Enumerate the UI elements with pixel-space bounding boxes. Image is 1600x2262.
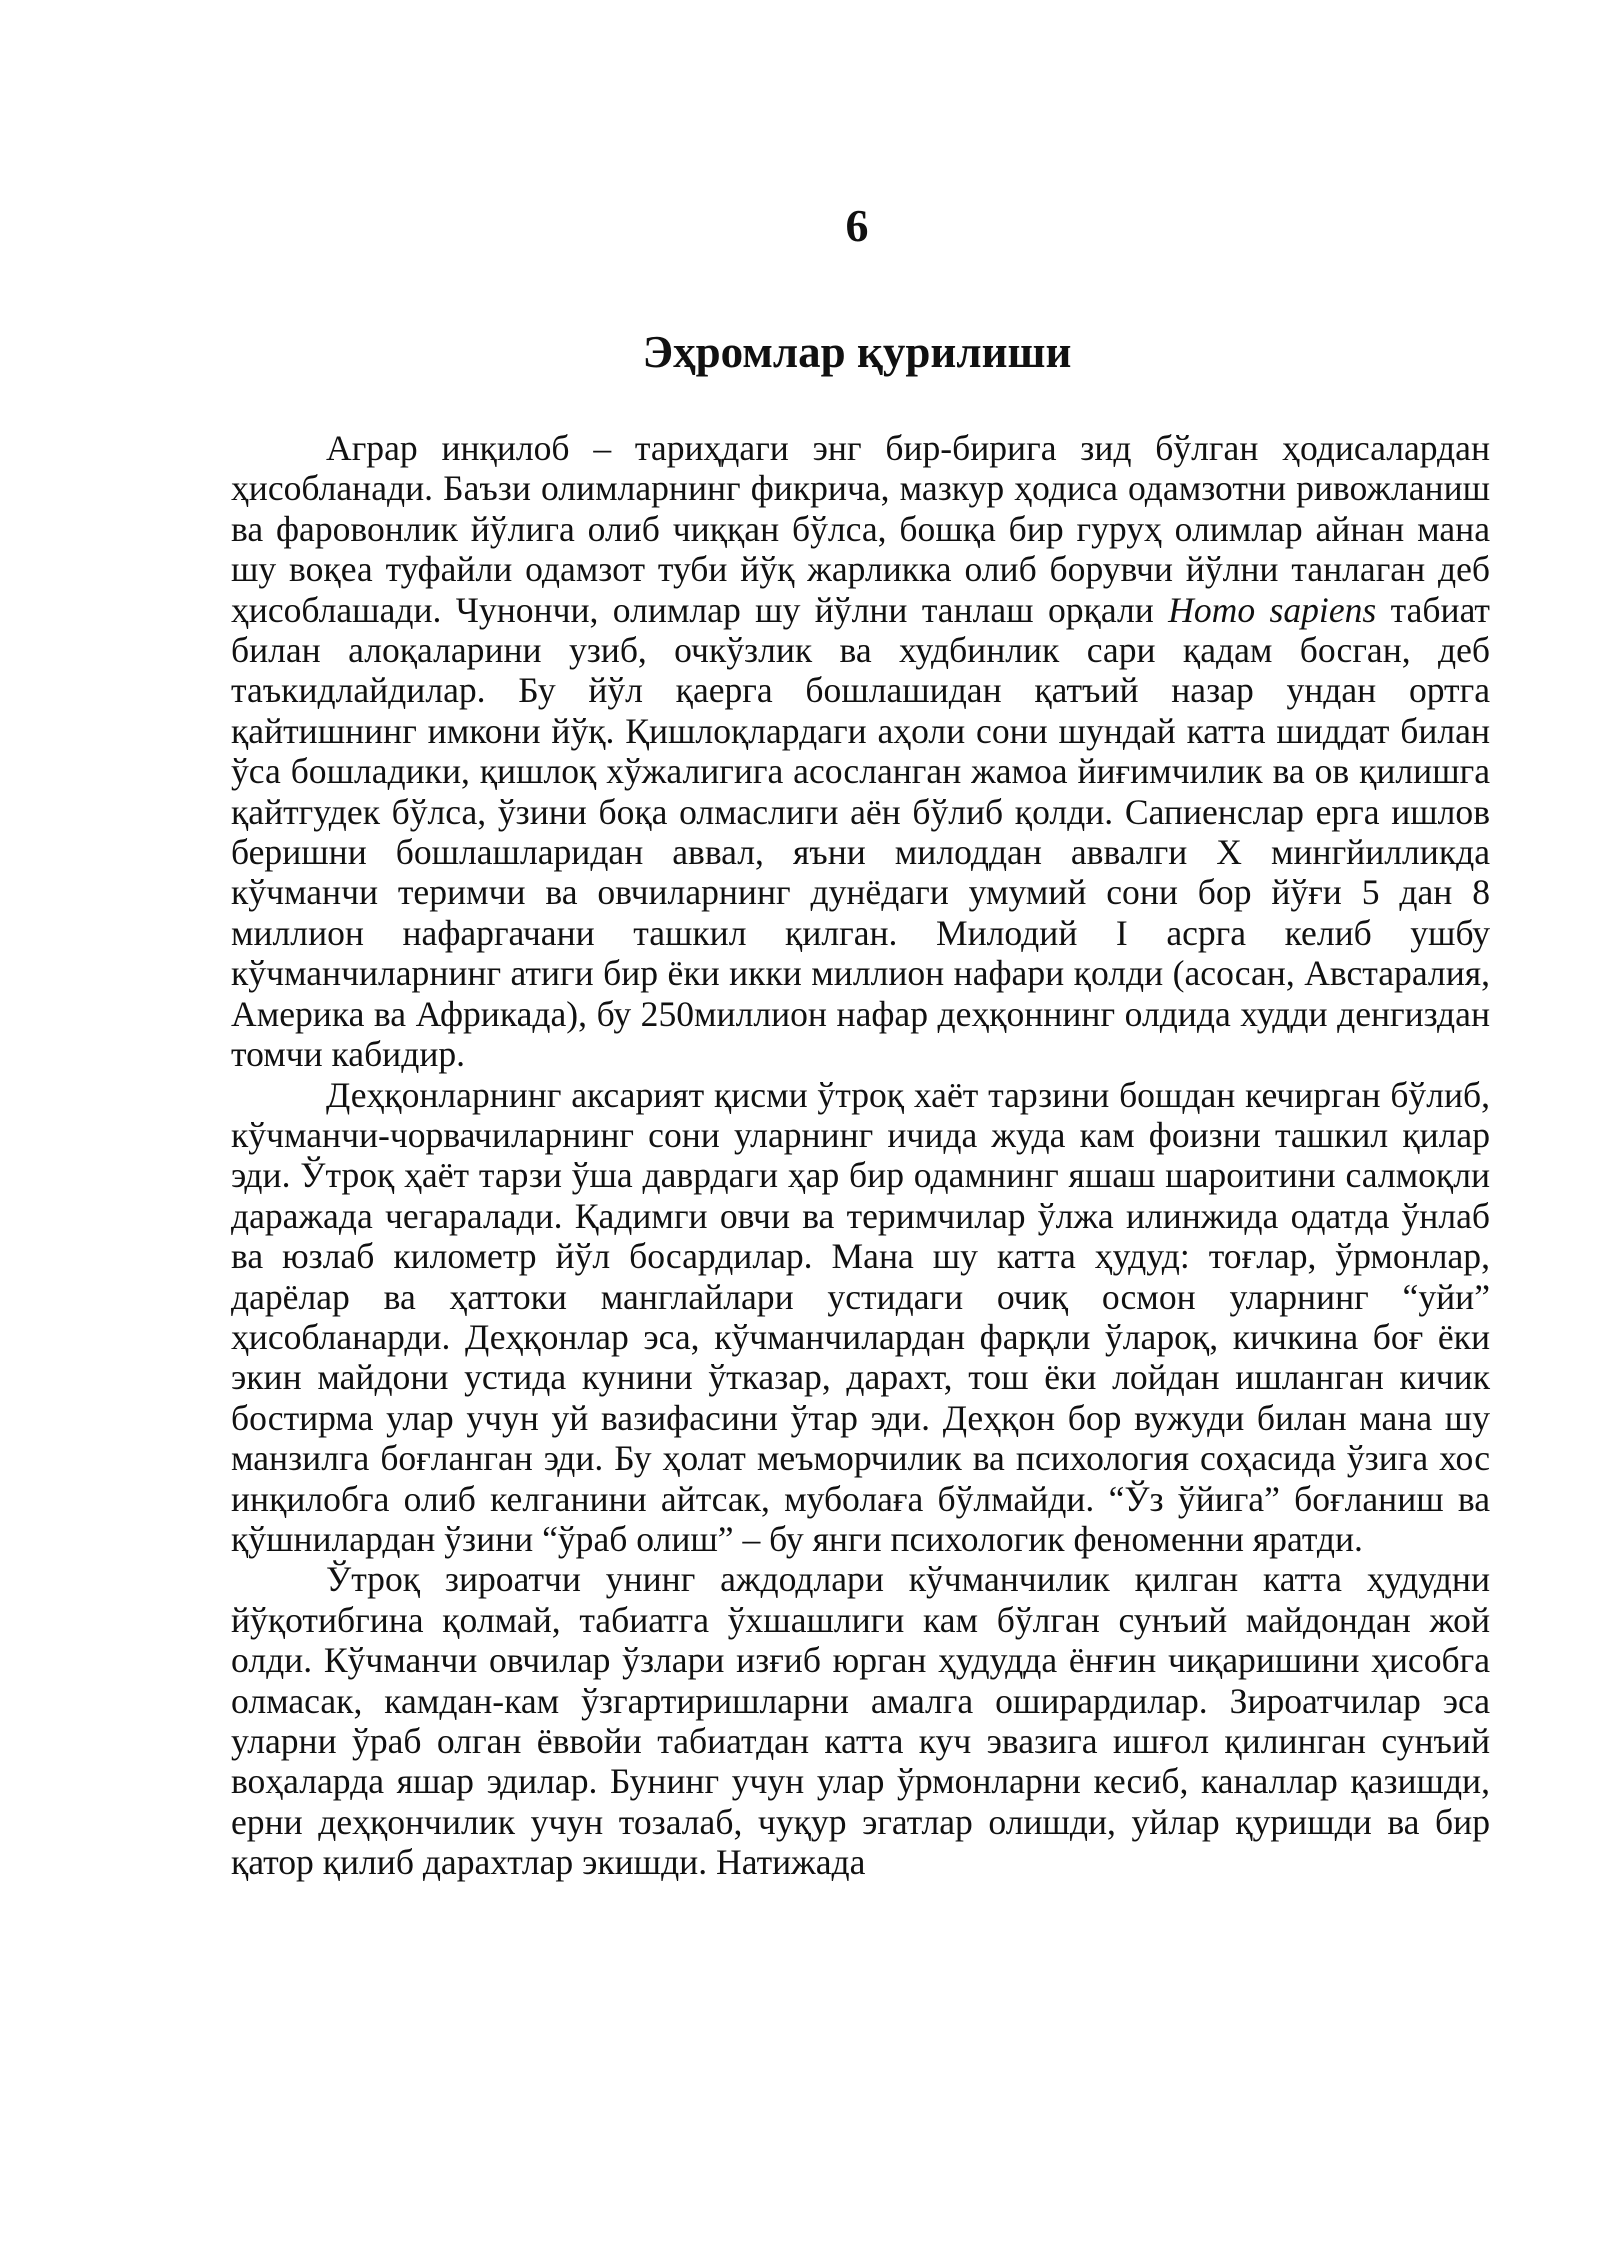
paragraph-1-part-1: Аграр инқилоб – тариҳдаги энг бир-бирига зид бўлган ҳодисалардан ҳисобланади. Баъзи олимларнинг фикрича, мазкур ҳодиса одамзотни ривожланиш ва фаровонлик йўлига олиб чиққан бўлса, бошқа бир гуруҳ олимлар айнан мана шу воқеа туфайли одамзот туби йўқ жарликка олиб борувчи йўлни танлаган деб ҳисоблашади. Чунончи, олимлар шу йўлни танлаш орқали bbox=[231, 428, 1490, 630]
chapter-title: Эҳромлар қурилиши bbox=[642, 327, 1072, 377]
paragraph-3: Ўтроқ зироатчи унинг аждодлари кўчманчилик қилган катта ҳудудни йўқотибгина қолмай, табиатга ўхшашлиги кам бўлган сунъий майдондан жой олди. Кўчманчи овчилар ўзлари изғиб юрган ҳудудда ёнғин чиқаришини ҳисобга олмасак, камдан-кам ўзгартиришларни амалга оширардилар. Зироатчилар эса уларни ўраб олган ёввойи табиатдан катта куч эвазига ишғол қилинган сунъий воҳаларда яшар эдилар. Бунинг учун улар ўрмонларни кесиб, каналлар қазишди, ерни деҳқончилик учун тозалаб, чуқур эгатлар олишди, уйлар қуришди ва бир қатор қилиб дарахтлар экишди. Натижада bbox=[231, 1559, 1490, 1883]
body-text bbox=[231, 428, 1490, 1883]
paragraph-1-italic-term: Homo sapiens bbox=[1168, 589, 1377, 630]
chapter-number: 6 bbox=[845, 200, 869, 251]
paragraph-1-part-2: табиат билан алоқаларини узиб, очкўзлик ва худбинлик сари қадам босган, деб таъкидлайдилар. Бу йўл қаерга бошлашидан қатъий назар ундан ортга қайтишнинг имкони йўқ. Қишлоқлардаги аҳоли сони шундай катта шиддат билан ўса бошладики, қишлоқ хўжалигига асосланган жамоа йиғимчилик ва ов қилишга қайтгудек бўлса, ўзини боқа олмаслиги аён бўлиб қолди. Сапиенслар ерга ишлов беришни бошлашларидан аввал, яъни милоддан аввалги X мингйилликда кўчманчи теримчи ва овчиларнинг дунёдаги умумий сони бор йўғи 5 дан 8 миллион нафаргачани ташкил қилган. Милодий I асрга келиб ушбу кўчманчиларнинг атиги бир ёки икки миллион нафари қолди (асосан, Австаралия, Америка ва Африкада), бу 250миллион нафар деҳқоннинг олдида худди денгиздан томчи кабидир. bbox=[231, 589, 1490, 1075]
paragraph-2: Деҳқонларнинг аксарият қисми ўтроқ хаёт тарзини бошдан кечирган бўлиб, кўчманчи-чорвачиларнинг сони уларнинг ичида жуда кам фоизни ташкил қилар эди. Ўтроқ ҳаёт тарзи ўша даврдаги ҳар бир одамнинг яшаш шароитини салмоқли даражада чегаралади. Қадимги овчи ва теримчилар ўлжа илинжида одатда ўнлаб ва юзлаб километр йўл босардилар. Мана шу катта ҳудуд: тоғлар, ўрмонлар, дарёлар ва ҳаттоки манглайлари устидаги очиқ осмон уларнинг “уйи” ҳисобланарди. Деҳқонлар эса, кўчманчилардан фарқли ўлароқ, кичкина боғ ёки экин майдони устида кунини ўтказар, дарахт, тош ёки лойдан ишланган кичик бостирма улар учун уй вазифасини ўтар эди. Деҳқон бор вужуди билан мана шу манзилга боғланган эди. Бу ҳолат меъморчилик ва психология соҳасида ўзига хос инқилобга олиб келганини айтсак, муболаға бўлмайди. “Ўз ўйига” боғланиш ва қўшнилардан ўзини “ўраб олиш” – бу янги психологик феноменни яратди. bbox=[231, 1074, 1490, 1559]
paragraph-1 bbox=[231, 428, 1490, 1075]
